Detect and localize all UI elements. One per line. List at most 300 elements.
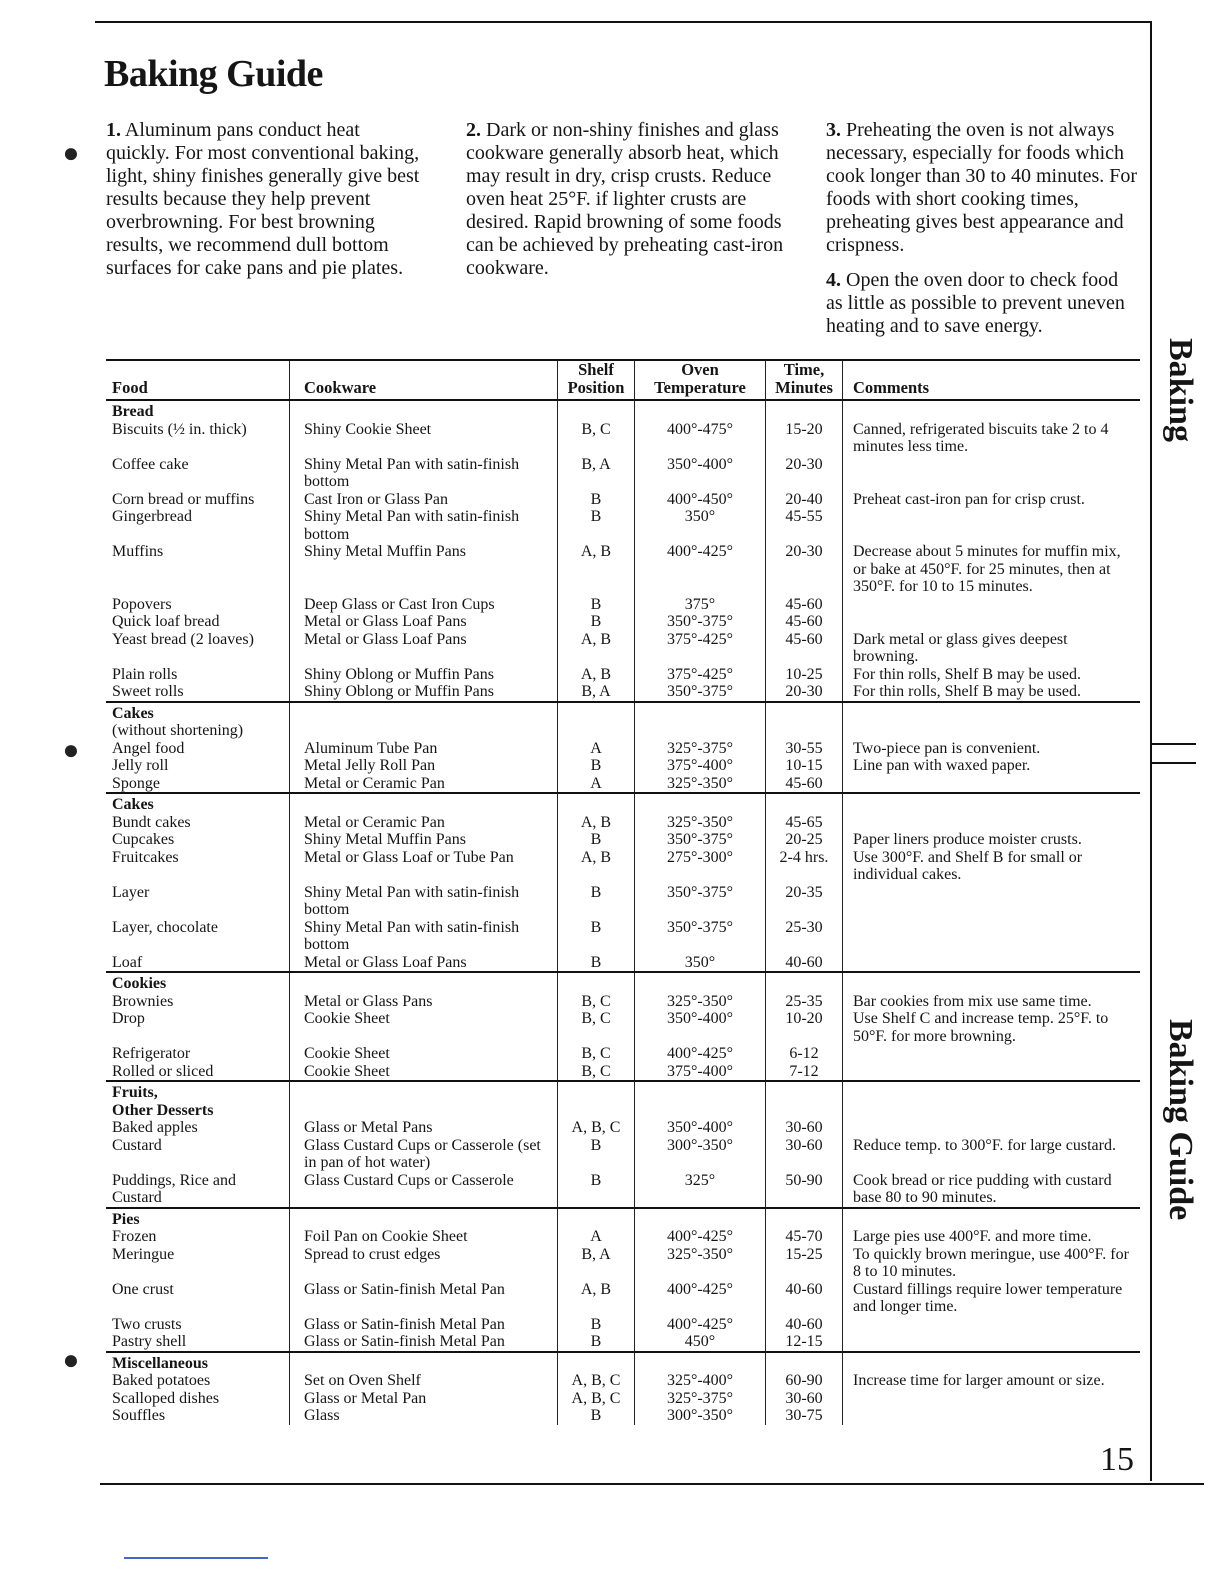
table-row: [106, 421, 1140, 456]
food-cell: Yeast bread (2 loaves): [112, 630, 254, 648]
comments-cell: [843, 814, 1141, 832]
temperature-cell: 350°: [635, 954, 766, 973]
table-row: [106, 1045, 1140, 1063]
food-cell: Scalloped dishes: [112, 1389, 220, 1407]
food-cell: One crust: [112, 1280, 174, 1298]
tip-number: 1.: [106, 119, 121, 141]
empty-cell: [290, 400, 558, 421]
comments-cell: [843, 775, 1141, 794]
time-cell: 45-65: [766, 814, 843, 832]
temperature-cell: 325°-375°: [635, 740, 766, 758]
empty-cell: [766, 722, 843, 740]
shelf-cell: B: [558, 491, 635, 509]
top-rule: [95, 21, 1150, 23]
table-body: [106, 400, 1140, 1425]
comments-cell: [843, 613, 1141, 631]
shelf-cell: B: [558, 1407, 635, 1425]
cookware-cell: Shiny Oblong or Muffin Pans: [290, 683, 558, 702]
category-row: [106, 702, 1140, 723]
cookware-cell: Aluminum Tube Pan: [290, 740, 558, 758]
empty-cell: [290, 722, 558, 740]
shelf-cell: B: [558, 954, 635, 973]
time-cell: 30-75: [766, 1407, 843, 1425]
comments-cell: [843, 1333, 1141, 1352]
tip-number: 2.: [466, 119, 481, 141]
time-cell: 30-60: [766, 1390, 843, 1408]
temperature-cell: 325°-350°: [635, 993, 766, 1011]
side-tab-baking[interactable]: Baking: [1162, 338, 1199, 442]
food-cell: Brownies: [112, 992, 174, 1010]
cookware-cell: Glass or Metal Pans: [290, 1119, 558, 1137]
temperature-cell: 350°-375°: [635, 831, 766, 849]
food-cell: Baked potatoes: [112, 1372, 211, 1389]
empty-cell: [635, 1208, 766, 1229]
empty-cell: [766, 972, 843, 993]
table-row: [106, 740, 1140, 758]
comments-cell: For thin rolls, Shelf B may be used.: [843, 666, 1141, 684]
time-cell: 45-70: [766, 1228, 843, 1246]
tip-text: Dark or non-shiny finishes and glass cookware generally absorb heat, which may result in dry, crisp crusts. Reduce oven heat 25°F. if lighter crusts are desired. Rapid browning of some foods can be achieved by preheating cast-iron cookware.: [466, 119, 784, 279]
cookware-cell: Metal or Ceramic Pan: [290, 775, 558, 794]
temperature-cell: 325°-350°: [635, 1246, 766, 1281]
empty-cell: [558, 972, 635, 993]
food-cell: Gingerbread: [112, 508, 192, 525]
shelf-cell: A: [558, 740, 635, 758]
shelf-cell: B: [558, 613, 635, 631]
time-cell: 25-30: [766, 919, 843, 954]
punch-hole-icon: ●: [62, 735, 80, 766]
intro-column-1: [106, 119, 426, 292]
empty-cell: [558, 1352, 635, 1373]
time-cell: 7-12: [766, 1063, 843, 1082]
comments-cell: Preheat cast-iron pan for crisp crust.: [843, 491, 1141, 509]
temperature-cell: 400°-425°: [635, 543, 766, 596]
cookware-cell: Shiny Metal Muffin Pans: [290, 543, 558, 596]
cookware-cell: Glass or Satin-finish Metal Pan: [290, 1281, 558, 1316]
cookware-cell: Shiny Metal Muffin Pans: [290, 831, 558, 849]
empty-cell: [558, 793, 635, 814]
category-label: Cakes: [106, 702, 290, 723]
category-row: [106, 1081, 1140, 1102]
food-cell: Custard: [112, 1136, 162, 1154]
cookware-cell: Foil Pan on Cookie Sheet: [290, 1228, 558, 1246]
temperature-cell: 325°-375°: [635, 1390, 766, 1408]
table-row: [106, 831, 1140, 849]
food-cell: Corn bread or muffins: [112, 490, 255, 508]
header-food: Food: [106, 361, 290, 400]
shelf-cell: B, C: [558, 1045, 635, 1063]
empty-cell: [635, 1081, 766, 1102]
table-row: [106, 775, 1140, 794]
tab-divider-bottom: [1150, 762, 1196, 764]
empty-cell: [843, 400, 1141, 421]
table-row: [106, 1390, 1140, 1408]
category-row: [106, 972, 1140, 993]
empty-cell: [290, 793, 558, 814]
cookware-cell: Glass Custard Cups or Casserole (set in pan of hot water): [290, 1137, 558, 1172]
temperature-cell: 350°-400°: [635, 456, 766, 491]
category-row: [106, 400, 1140, 421]
table-row: [106, 596, 1140, 614]
baking-guide-table: [106, 361, 1140, 1425]
shelf-cell: A: [558, 1228, 635, 1246]
food-cell: Drop: [112, 1010, 145, 1027]
food-cell: Meringue: [112, 1245, 175, 1263]
cookware-cell: Metal or Glass Loaf or Tube Pan: [290, 849, 558, 884]
comments-cell: [843, 1063, 1141, 1082]
category-row: [106, 722, 1140, 740]
temperature-cell: 300°-350°: [635, 1407, 766, 1425]
shelf-cell: A, B: [558, 1281, 635, 1316]
shelf-cell: B: [558, 831, 635, 849]
table-row: [106, 1372, 1140, 1390]
comments-cell: Large pies use 400°F. and more time.: [843, 1228, 1141, 1246]
food-cell: Sponge: [112, 774, 160, 792]
category-row: [106, 793, 1140, 814]
shelf-cell: A, B, C: [558, 1390, 635, 1408]
temperature-cell: 350°-375°: [635, 884, 766, 919]
shelf-cell: A, B: [558, 849, 635, 884]
baking-guide-table-wrap: [106, 361, 1140, 1425]
food-cell: Cupcakes: [112, 831, 175, 848]
temperature-cell: 350°-375°: [635, 613, 766, 631]
intro-tip-1: [106, 119, 426, 280]
comments-cell: [843, 1407, 1141, 1425]
shelf-cell: A, B: [558, 543, 635, 596]
header-cookware: Cookware: [290, 361, 558, 400]
shelf-cell: A, B: [558, 814, 635, 832]
intro-tip-3: [826, 119, 1138, 257]
time-cell: 20-35: [766, 884, 843, 919]
category-label: Miscellaneous: [106, 1352, 290, 1373]
category-label: Fruits,: [106, 1081, 290, 1102]
empty-cell: [558, 702, 635, 723]
category-row: [106, 1102, 1140, 1120]
empty-cell: [843, 972, 1141, 993]
header-comments: Comments: [843, 361, 1141, 400]
shelf-cell: A, B, C: [558, 1372, 635, 1390]
table-row: [106, 1010, 1140, 1045]
empty-cell: [635, 793, 766, 814]
time-cell: 12-15: [766, 1333, 843, 1352]
cookware-cell: Glass or Metal Pan: [290, 1390, 558, 1408]
cookware-cell: Shiny Metal Pan with satin-finish bottom: [290, 884, 558, 919]
empty-cell: [766, 1102, 843, 1120]
page-title: Baking Guide: [104, 53, 323, 95]
table-row: [106, 631, 1140, 666]
comments-cell: Line pan with waxed paper.: [843, 757, 1141, 775]
empty-cell: [766, 793, 843, 814]
empty-cell: [635, 1102, 766, 1120]
empty-cell: [843, 1081, 1141, 1102]
cookware-cell: Cookie Sheet: [290, 1010, 558, 1045]
table-row: [106, 491, 1140, 509]
food-cell: Angel food: [112, 739, 185, 757]
time-cell: 30-55: [766, 740, 843, 758]
time-cell: 10-20: [766, 1010, 843, 1045]
temperature-cell: 375°-400°: [635, 1063, 766, 1082]
shelf-cell: B: [558, 596, 635, 614]
comments-cell: [843, 1045, 1141, 1063]
cookware-cell: Metal or Ceramic Pan: [290, 814, 558, 832]
header-shelf-position: Shelf Position: [558, 361, 635, 400]
time-cell: 15-25: [766, 1246, 843, 1281]
temperature-cell: 350°: [635, 508, 766, 543]
time-cell: 20-30: [766, 683, 843, 702]
food-cell: Muffins: [112, 543, 164, 560]
comments-cell: [843, 1119, 1141, 1137]
empty-cell: [290, 972, 558, 993]
food-cell: Frozen: [112, 1228, 157, 1245]
food-cell: Souffles: [112, 1407, 166, 1424]
empty-cell: [558, 1208, 635, 1229]
comments-cell: Custard fillings require lower temperature and longer time.: [843, 1281, 1141, 1316]
time-cell: 25-35: [766, 993, 843, 1011]
cookware-cell: Metal or Glass Loaf Pans: [290, 954, 558, 973]
temperature-cell: 450°: [635, 1333, 766, 1352]
table-row: [106, 757, 1140, 775]
cookware-cell: Cookie Sheet: [290, 1045, 558, 1063]
category-row: [106, 1352, 1140, 1373]
empty-cell: [843, 1102, 1141, 1120]
temperature-cell: 350°-400°: [635, 1119, 766, 1137]
table-row: [106, 456, 1140, 491]
time-cell: 20-30: [766, 543, 843, 596]
empty-cell: [290, 1352, 558, 1373]
time-cell: 40-60: [766, 1316, 843, 1334]
food-cell: Popovers: [112, 595, 172, 613]
category-label: Cookies: [106, 972, 290, 993]
food-cell: Puddings, Rice and Custard: [112, 1171, 236, 1206]
shelf-cell: A, B, C: [558, 1119, 635, 1137]
table-row: [106, 613, 1140, 631]
time-cell: 40-60: [766, 954, 843, 973]
time-cell: 60-90: [766, 1372, 843, 1390]
comments-cell: To quickly brown meringue, use 400°F. for 8 to 10 minutes.: [843, 1246, 1141, 1281]
cookware-cell: Glass or Satin-finish Metal Pan: [290, 1333, 558, 1352]
temperature-cell: 375°-425°: [635, 631, 766, 666]
category-note: (without shortening): [112, 722, 244, 739]
tip-number: 4.: [826, 269, 841, 291]
cookware-cell: Spread to crust edges: [290, 1246, 558, 1281]
time-cell: 15-20: [766, 421, 843, 456]
empty-cell: [635, 702, 766, 723]
table-row: [106, 508, 1140, 543]
food-cell: Layer: [112, 883, 150, 901]
food-cell: Loaf: [112, 953, 143, 971]
intro-tip-4: [826, 269, 1138, 338]
punch-hole-icon: ●: [62, 1345, 80, 1376]
empty-cell: [635, 972, 766, 993]
empty-cell: [843, 722, 1141, 740]
table-header-row: [106, 361, 1140, 400]
temperature-cell: 400°-425°: [635, 1045, 766, 1063]
scan-mark-line: [124, 1557, 268, 1559]
food-cell: Coffee cake: [112, 455, 189, 473]
empty-cell: [843, 793, 1141, 814]
page-number: 15: [1100, 1441, 1134, 1478]
intro-column-3: [826, 119, 1138, 350]
empty-cell: [290, 1208, 558, 1229]
temperature-cell: 325°-350°: [635, 814, 766, 832]
empty-cell: [290, 1102, 558, 1120]
empty-cell: [843, 702, 1141, 723]
time-cell: 30-60: [766, 1119, 843, 1137]
empty-cell: [766, 1352, 843, 1373]
temperature-cell: 350°-400°: [635, 1010, 766, 1045]
comments-cell: [843, 919, 1141, 954]
empty-cell: [843, 1208, 1141, 1229]
table-row: [106, 666, 1140, 684]
time-cell: 45-60: [766, 631, 843, 666]
comments-cell: Bar cookies from mix use same time.: [843, 993, 1141, 1011]
table-row: [106, 954, 1140, 973]
cookware-cell: Metal or Glass Loaf Pans: [290, 613, 558, 631]
time-cell: 45-60: [766, 613, 843, 631]
table-row: [106, 1119, 1140, 1137]
comments-cell: Decrease about 5 minutes for muffin mix, or bake at 450°F. for 25 minutes, then at 350°F. for 10 to 15 minutes.: [843, 543, 1141, 596]
table-row: [106, 1333, 1140, 1352]
shelf-cell: B: [558, 757, 635, 775]
tip-text: Open the oven door to check food as little as possible to prevent uneven heating and to save energy.: [826, 269, 1125, 337]
food-cell: Bundt cakes: [112, 813, 191, 831]
cookware-cell: Glass: [290, 1407, 558, 1425]
cookware-cell: Deep Glass or Cast Iron Cups: [290, 596, 558, 614]
food-cell: Fruitcakes: [112, 848, 179, 866]
table-row: [106, 1063, 1140, 1082]
punch-hole-icon: ●: [62, 138, 80, 169]
time-cell: 2-4 hrs.: [766, 849, 843, 884]
empty-cell: [290, 1081, 558, 1102]
empty-cell: [766, 1081, 843, 1102]
cookware-cell: Glass Custard Cups or Casserole: [290, 1172, 558, 1208]
shelf-cell: B: [558, 1137, 635, 1172]
cookware-cell: Set on Oven Shelf: [290, 1372, 558, 1390]
time-cell: 40-60: [766, 1281, 843, 1316]
temperature-cell: 325°-350°: [635, 775, 766, 794]
time-cell: 45-60: [766, 775, 843, 794]
table-row: [106, 884, 1140, 919]
shelf-cell: A: [558, 775, 635, 794]
comments-cell: [843, 456, 1141, 491]
time-cell: 30-60: [766, 1137, 843, 1172]
cookware-cell: Shiny Metal Pan with satin-finish bottom: [290, 508, 558, 543]
empty-cell: [558, 400, 635, 421]
food-cell: Biscuits (½ in. thick): [112, 420, 247, 438]
empty-cell: [558, 1081, 635, 1102]
temperature-cell: 400°-450°: [635, 491, 766, 509]
temperature-cell: 375°-400°: [635, 757, 766, 775]
right-rule: [1150, 21, 1152, 1481]
temperature-cell: 325°: [635, 1172, 766, 1208]
shelf-cell: B, A: [558, 456, 635, 491]
bottom-rule: [100, 1483, 1204, 1485]
tab-divider-top: [1150, 743, 1196, 745]
shelf-cell: B, A: [558, 683, 635, 702]
shelf-cell: B, C: [558, 421, 635, 456]
table-row: [106, 1316, 1140, 1334]
table-row: [106, 1281, 1140, 1316]
time-cell: 10-25: [766, 666, 843, 684]
category-label: Bread: [106, 400, 290, 421]
table-row: [106, 543, 1140, 596]
empty-cell: [635, 722, 766, 740]
comments-cell: Increase time for larger amount or size.: [843, 1372, 1141, 1390]
comments-cell: For thin rolls, Shelf B may be used.: [843, 683, 1141, 702]
comments-cell: [843, 508, 1141, 543]
category-row: [106, 1208, 1140, 1229]
tip-text: Aluminum pans conduct heat quickly. For most conventional baking, light, shiny finishes generally give best results because they help prevent overbrowning. For best browning results, we recommend dull bottom surfaces for cake pans and pie plates.: [106, 119, 420, 279]
food-cell: Layer, chocolate: [112, 918, 218, 936]
category-label: Cakes: [106, 793, 290, 814]
shelf-cell: B: [558, 884, 635, 919]
temperature-cell: 325°-400°: [635, 1372, 766, 1390]
shelf-cell: B: [558, 919, 635, 954]
time-cell: 10-15: [766, 757, 843, 775]
cookware-cell: Metal or Glass Loaf Pans: [290, 631, 558, 666]
table-row: [106, 849, 1140, 884]
comments-cell: Canned, refrigerated biscuits take 2 to 4 minutes less time.: [843, 421, 1141, 456]
food-cell: Two crusts: [112, 1315, 182, 1333]
table-row: [106, 814, 1140, 832]
food-cell: Baked apples: [112, 1119, 198, 1136]
cookware-cell: Glass or Satin-finish Metal Pan: [290, 1316, 558, 1334]
food-cell: Plain rolls: [112, 665, 178, 683]
shelf-cell: B: [558, 508, 635, 543]
category-label: Pies: [106, 1208, 290, 1229]
comments-cell: Cook bread or rice pudding with custard base 80 to 90 minutes.: [843, 1172, 1141, 1208]
cookware-cell: Shiny Oblong or Muffin Pans: [290, 666, 558, 684]
comments-cell: Dark metal or glass gives deepest browning.: [843, 631, 1141, 666]
temperature-cell: 375°-425°: [635, 666, 766, 684]
cookware-cell: Shiny Metal Pan with satin-finish bottom: [290, 919, 558, 954]
shelf-cell: B: [558, 1172, 635, 1208]
empty-cell: [766, 1208, 843, 1229]
shelf-cell: A, B: [558, 631, 635, 666]
comments-cell: [843, 1316, 1141, 1334]
food-cell: Sweet rolls: [112, 683, 184, 700]
empty-cell: [766, 400, 843, 421]
table-row: [106, 993, 1140, 1011]
comments-cell: Paper liners produce moister crusts.: [843, 831, 1141, 849]
temperature-cell: 350°-375°: [635, 919, 766, 954]
temperature-cell: 375°: [635, 596, 766, 614]
comments-cell: [843, 1390, 1141, 1408]
food-cell: Jelly roll: [112, 757, 169, 774]
tip-text: Preheating the oven is not always necessary, especially for foods which cook longer than 30 to 40 minutes. For foods with short cooking times, preheating gives best appearance and crispness.: [826, 119, 1138, 256]
time-cell: 45-55: [766, 508, 843, 543]
cookware-cell: Metal or Glass Pans: [290, 993, 558, 1011]
cookware-cell: Cookie Sheet: [290, 1063, 558, 1082]
food-cell: Quick loaf bread: [112, 613, 220, 630]
empty-cell: [635, 1352, 766, 1373]
comments-cell: Reduce temp. to 300°F. for large custard.: [843, 1137, 1141, 1172]
food-cell: Rolled or sliced: [112, 1062, 214, 1080]
shelf-cell: B, C: [558, 1010, 635, 1045]
shelf-cell: B: [558, 1316, 635, 1334]
table-row: [106, 919, 1140, 954]
table-row: [106, 1407, 1140, 1425]
side-tab-baking-guide[interactable]: Baking Guide: [1162, 1019, 1199, 1221]
tip-number: 3.: [826, 119, 841, 141]
time-cell: 20-30: [766, 456, 843, 491]
empty-cell: [843, 1352, 1141, 1373]
header-time-minutes: Time, Minutes: [766, 361, 843, 400]
food-cell: Pastry shell: [112, 1333, 187, 1350]
comments-cell: Use Shelf C and increase temp. 25°F. to 50°F. for more browning.: [843, 1010, 1141, 1045]
empty-cell: [290, 702, 558, 723]
food-cell: Refrigerator: [112, 1045, 191, 1062]
